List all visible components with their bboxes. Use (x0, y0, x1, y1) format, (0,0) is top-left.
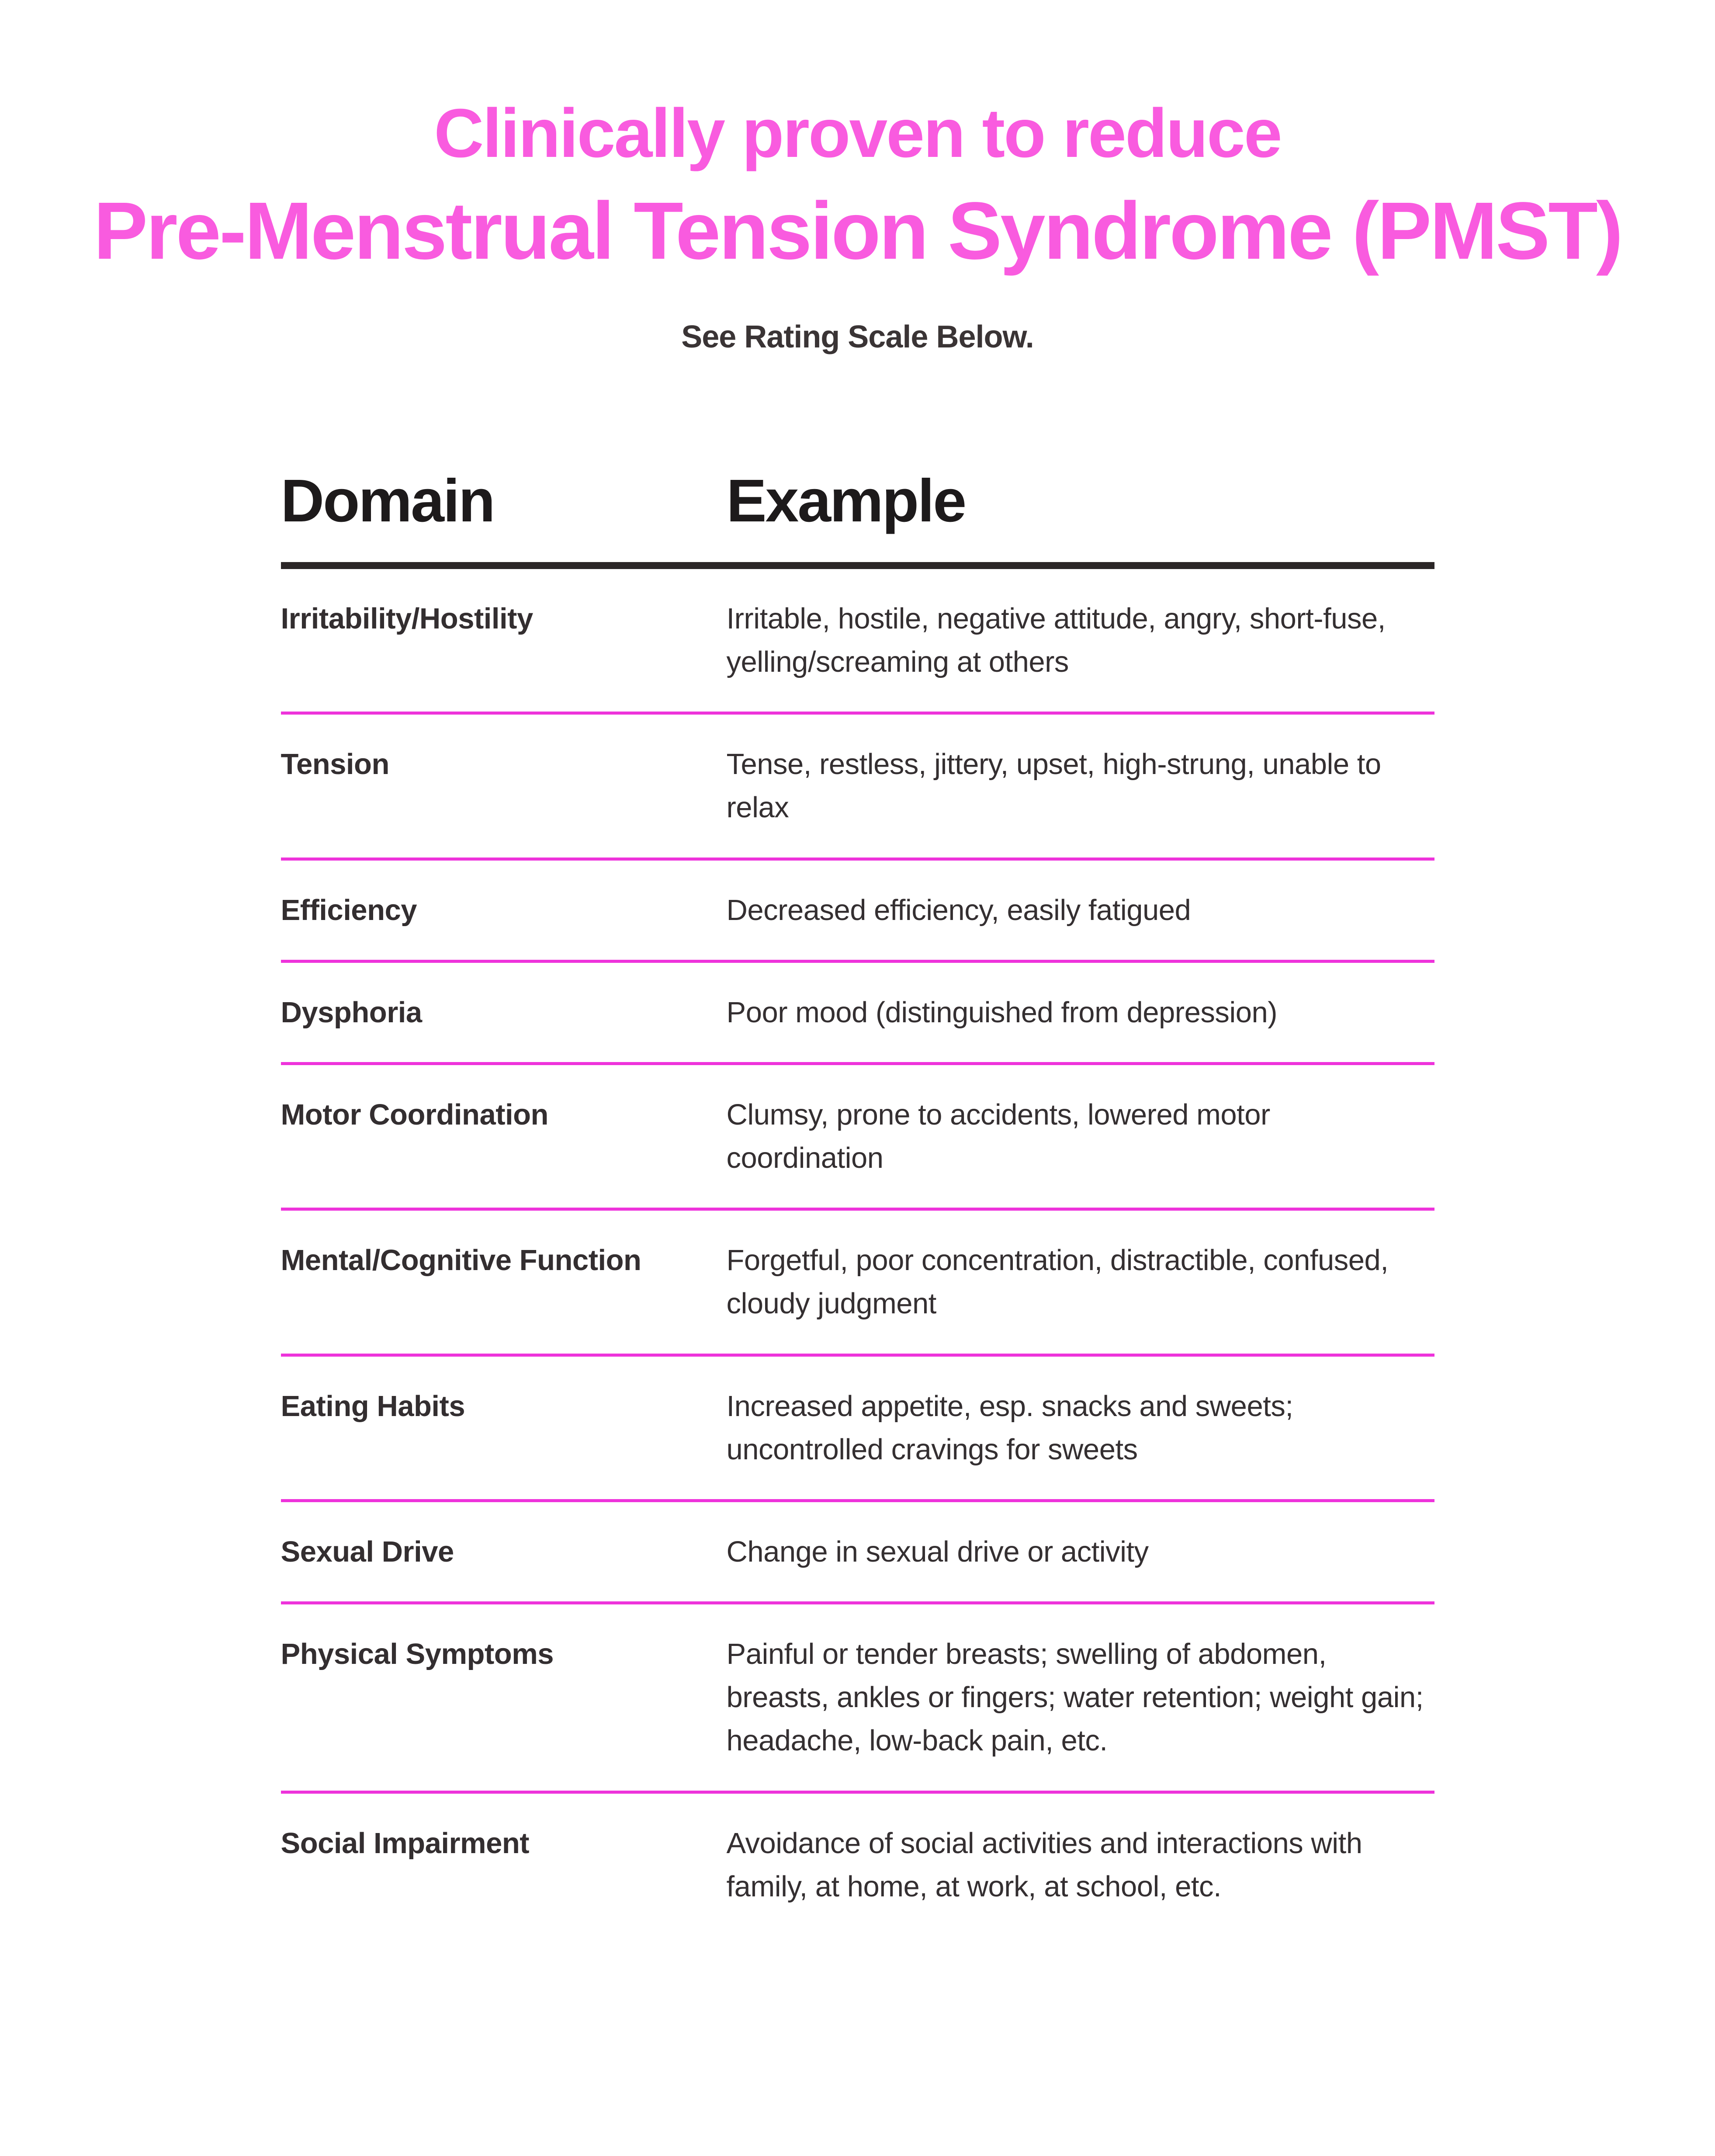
row-example-text: Tense, restless, jittery, upset, high-strung, unable to relax (726, 748, 1381, 824)
column-header-example: Example (726, 467, 966, 535)
row-example-text: Forgetful, poor concentration, distractible, confused, cloudy judgment (726, 1244, 1389, 1320)
table-row (281, 963, 1434, 1065)
row-domain-label: Motor Coordination (281, 1098, 548, 1131)
row-example-text: Change in sexual drive or activity (726, 1535, 1149, 1568)
row-example-text: Avoidance of social activities and interactions with family, at home, at work, at school, etc. (726, 1826, 1362, 1903)
row-domain-label: Dysphoria (281, 996, 422, 1029)
table-row (281, 1357, 1434, 1502)
table-body (281, 569, 1434, 1936)
table-row (281, 1502, 1434, 1604)
row-example-text: Painful or tender breasts; swelling of abdomen, breasts, ankles or fingers; water retention; weight gain; headache, low-back pain, etc. (726, 1638, 1424, 1757)
row-example-text: Irritable, hostile, negative attitude, angry, short-fuse, yelling/screaming at others (726, 602, 1386, 679)
column-header-domain: Domain (281, 467, 494, 535)
table-row (281, 1211, 1434, 1356)
row-domain-label: Sexual Drive (281, 1535, 454, 1568)
row-example-text: Poor mood (distinguished from depression) (726, 996, 1278, 1029)
row-domain-label: Social Impairment (281, 1826, 530, 1860)
title-line-2: Pre-Menstrual Tension Syndrome (PMST) (94, 186, 1621, 276)
row-example-text: Increased appetite, esp. snacks and sweets; uncontrolled cravings for sweets (726, 1389, 1293, 1466)
row-example-text: Decreased efficiency, easily fatigued (726, 893, 1191, 927)
table-row (281, 1794, 1434, 1936)
row-example-text: Clumsy, prone to accidents, lowered motor coordination (726, 1098, 1270, 1175)
table-row (281, 1065, 1434, 1211)
domain-example-table (281, 466, 1434, 1936)
subtitle: See Rating Scale Below. (681, 319, 1034, 354)
row-domain-label: Tension (281, 748, 389, 781)
table-row (281, 715, 1434, 860)
row-domain-label: Mental/Cognitive Function (281, 1244, 641, 1277)
row-domain-label: Eating Habits (281, 1389, 465, 1423)
row-domain-label: Physical Symptoms (281, 1638, 554, 1671)
page-title (0, 94, 1715, 278)
table-row (281, 569, 1434, 715)
row-domain-label: Irritability/Hostility (281, 602, 533, 635)
title-line-1: Clinically proven to reduce (434, 95, 1281, 172)
table-row (281, 861, 1434, 963)
row-domain-label: Efficiency (281, 893, 417, 927)
table-row (281, 1604, 1434, 1793)
table-header-row (281, 466, 1434, 569)
